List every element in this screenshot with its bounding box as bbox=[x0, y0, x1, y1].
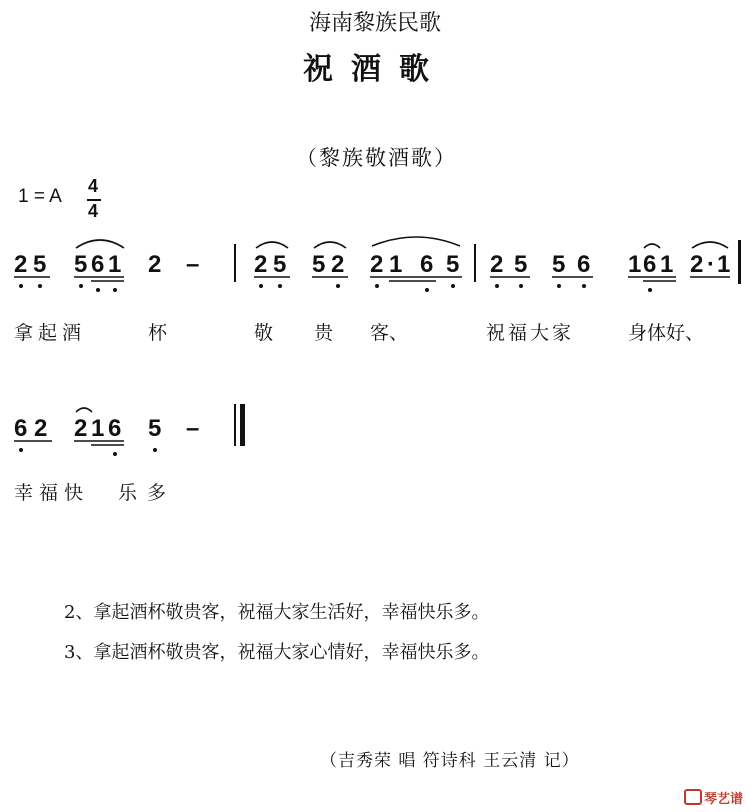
lyric: 乐多 bbox=[118, 482, 177, 504]
note: 5 bbox=[33, 251, 47, 278]
note: 1 bbox=[91, 415, 105, 442]
note: 2 bbox=[490, 251, 504, 278]
credit: （吉秀荣 唱 符诗科 王云清 记） bbox=[320, 751, 580, 771]
note: 2 bbox=[14, 251, 28, 278]
watermark-logo: 琴艺谱 bbox=[684, 788, 743, 807]
note: 5 bbox=[446, 251, 460, 278]
note: 6 bbox=[420, 251, 434, 278]
note: 5 bbox=[312, 251, 326, 278]
song-genre: （黎族敬酒歌） bbox=[296, 146, 457, 170]
note: 1 bbox=[389, 251, 403, 278]
note: 6 bbox=[577, 251, 591, 278]
lyric: 祝福大家 bbox=[486, 322, 575, 344]
song-title: 祝酒歌 bbox=[303, 52, 447, 87]
notation-line-2 bbox=[0, 400, 300, 460]
lyric: 敬 bbox=[254, 322, 274, 344]
note: 5 bbox=[273, 251, 287, 278]
note: 2 bbox=[34, 415, 48, 442]
dash: – bbox=[186, 251, 200, 278]
time-signature-bottom: 4 bbox=[88, 201, 99, 221]
lyric: 幸福快 bbox=[14, 482, 90, 504]
time-signature-top: 4 bbox=[88, 176, 99, 196]
note: 5 bbox=[74, 251, 88, 278]
logo-icon bbox=[684, 789, 702, 805]
note: 2 bbox=[690, 251, 704, 278]
note: 2 bbox=[331, 251, 345, 278]
note: 2 bbox=[254, 251, 268, 278]
note: · bbox=[707, 251, 715, 278]
notation-line-1 bbox=[0, 230, 750, 300]
note: 1 bbox=[717, 251, 731, 278]
lyric: 身体好、 bbox=[628, 322, 705, 344]
note: 5 bbox=[148, 415, 162, 442]
note: 2 bbox=[74, 415, 88, 442]
note: 6 bbox=[108, 415, 122, 442]
song-origin: 海南黎族民歌 bbox=[308, 11, 441, 36]
note: 5 bbox=[514, 251, 528, 278]
verse-3: 3、拿起酒杯敬贵客，祝福大家心情好，幸福快乐多。 bbox=[64, 642, 490, 663]
note: 6 bbox=[643, 251, 657, 278]
lyric: 杯 bbox=[148, 322, 168, 344]
note: 6 bbox=[14, 415, 28, 442]
note: 1 bbox=[108, 251, 122, 278]
lyric: 贵 bbox=[314, 322, 334, 344]
note: 2 bbox=[148, 251, 162, 278]
lyric: 拿起酒 bbox=[14, 322, 87, 344]
note: 2 bbox=[370, 251, 384, 278]
key-signature: 1 = A bbox=[18, 186, 62, 207]
note: 6 bbox=[91, 251, 105, 278]
dash: – bbox=[186, 415, 200, 442]
verse-2: 2、拿起酒杯敬贵客，祝福大家生活好，幸福快乐多。 bbox=[64, 602, 490, 623]
lyric: 客、 bbox=[370, 322, 409, 344]
note: 5 bbox=[552, 251, 566, 278]
note: 1 bbox=[660, 251, 674, 278]
note: 1 bbox=[628, 251, 642, 278]
